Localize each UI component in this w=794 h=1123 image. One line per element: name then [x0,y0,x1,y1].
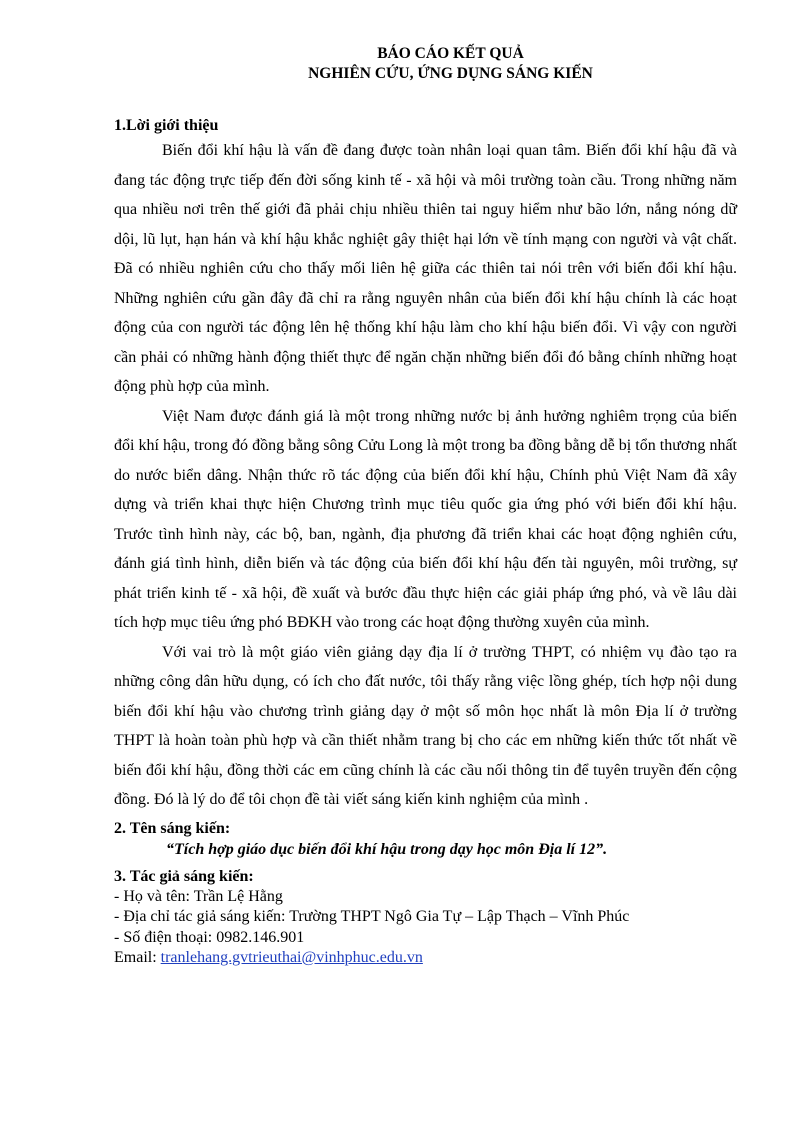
initiative-name: “Tích hợp giáo dục biến đổi khí hậu trong dạy học môn Địa lí 12”. [166,840,608,858]
email-label: Email: [114,949,161,966]
section-1-paragraph-2: Việt Nam được đánh giá là một trong những nước bị ảnh hưởng nghiêm trọng của biến đổi khí hậu, trong đó đồng bằng sông Cửu Long là một trong ba đồng bằng dễ bị tổn thương nhất do nước biển dâng. Nhận thức rõ tác động của biến đổi khí hậu, Chính phủ Việt Nam đã xây dựng và triển khai thực hiện Chương trình mục tiêu quốc gia ứng phó với biến đổi khí hậu. Trước tình hình này, các bộ, ban, ngành, địa phương đã triển khai các hoạt động nghiên cứu, đánh giá tình hình, diễn biến và tác động của biến đổi khí hậu đến tài nguyên, môi trường, sự phát triển kinh tế - xã hội, đề xuất và bước đầu thực hiện các giải pháp ứng phó, và về lâu dài tích hợp mục tiêu ứng phó BĐKH vào trong các hoạt động thường xuyên của mình. [114,407,737,631]
title-line-1: BÁO CÁO KẾT QUẢ [377,45,524,62]
author-email-row [114,948,737,969]
report-title [114,44,737,84]
author-name: - Họ và tên: Trần Lệ Hằng [114,887,283,905]
section-1-paragraph-3: Với vai trò là một giáo viên giảng dạy địa lí ở trường THPT, có nhiệm vụ đào tạo ra những công dân hữu dụng, có ích cho đất nước, tôi thấy rằng việc lồng ghép, tích hợp nội dung biến đổi khí hậu vào chương trình giảng dạy ở một số môn học nhất là môn Địa lí ở trường THPT là hoàn toàn phù hợp và cần thiết nhằm trang bị cho các em những kiến thức tốt nhất về biến đổi khí hậu, đồng thời các em cũng chính là các cầu nối thông tin để tuyên truyền đến cộng đồng. Đó là lý do để tôi chọn đề tài viết sáng kiến kinh nghiệm của mình . [114,643,737,808]
author-address: - Địa chỉ tác giả sáng kiến: Trường THPT Ngô Gia Tự – Lập Thạch – Vĩnh Phúc [114,908,630,925]
author-phone: - Số điện thoại: 0982.146.901 [114,928,305,946]
section-3-heading: 3. Tác giả sáng kiến: [114,867,254,885]
section-1-heading: 1.Lời giới thiệu [114,117,219,134]
email-link[interactable]: tranlehang.gvtrieuthai@vinhphuc.edu.vn [160,949,423,966]
section-2-heading: 2. Tên sáng kiến: [114,819,231,837]
section-1-paragraph-1: Biến đổi khí hậu là vấn đề đang được toàn nhân loại quan tâm. Biến đổi khí hậu đã và đang tác động trực tiếp đến đời sống kinh tế - xã hội và môi trường toàn cầu. Trong những năm qua nhiều nơi trên thế giới đã phải chịu nhiều thiên tai nguy hiểm như bão lớn, nắng nóng dữ dội, lũ lụt, hạn hán và khí hậu khắc nghiệt gây thiệt hại lớn về tính mạng con người và vật chất. Đã có nhiều nghiên cứu cho thấy mối liên hệ giữa các thiên tai nói trên với biến đổi khí hậu. Những nghiên cứu gần đây đã chỉ ra rằng nguyên nhân của biến đổi khí hậu chính là các hoạt động của con người tác động lên hệ thống khí hậu làm cho khí hậu biến đổi. Vì vậy con người cần phải có những hành động thiết thực để ngăn chặn những biến đổi đó bằng chính những hoạt động phù hợp của mình. [114,142,737,395]
title-line-2: NGHIÊN CỨU, ỨNG DỤNG SÁNG KIẾN [308,65,593,82]
